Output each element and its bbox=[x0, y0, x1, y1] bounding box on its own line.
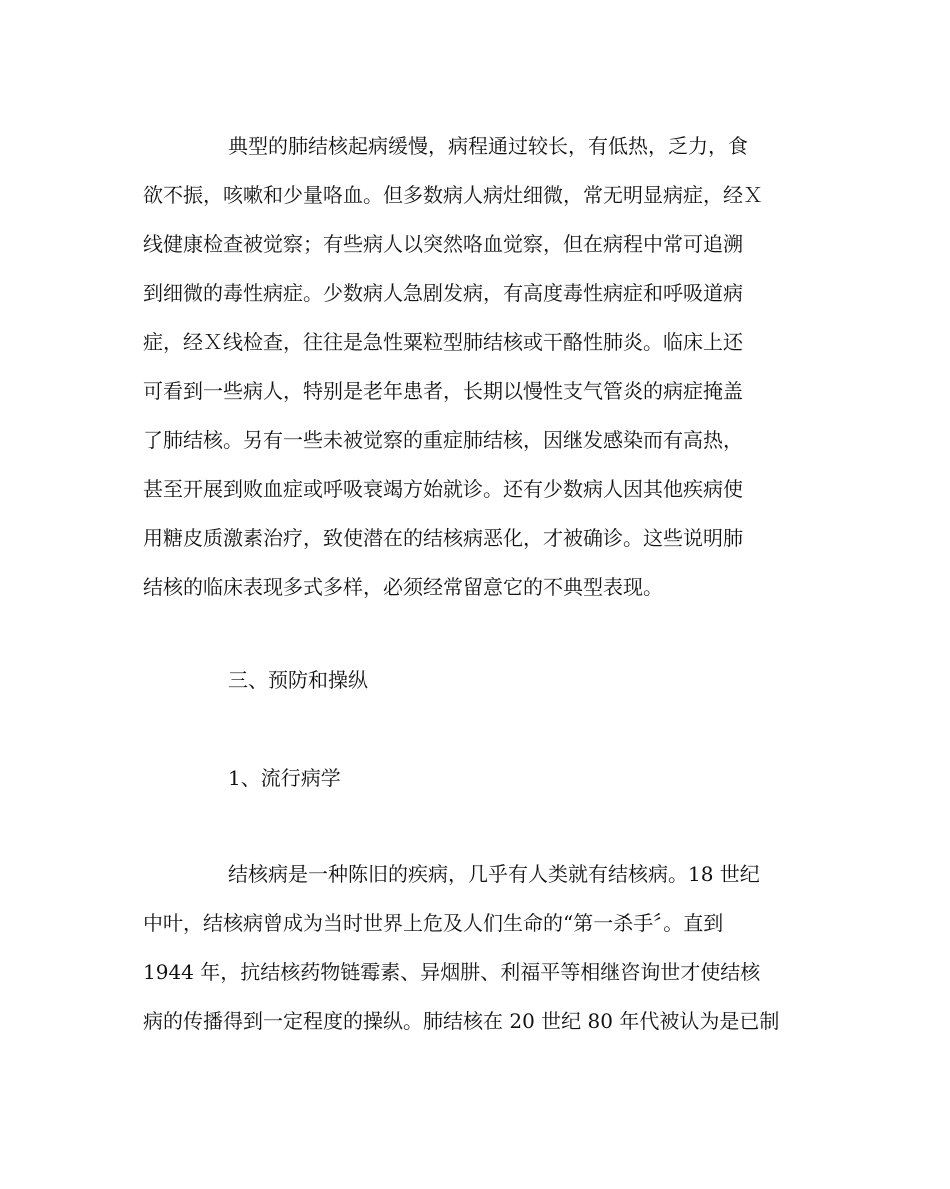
paragraph-1-line: 可看到一些病人，特别是老年患者，长期以慢性支气管炎的病症掩盖 bbox=[143, 379, 743, 403]
paragraph-2-line: 中叶，结核病曾成为当时世界上危及人们生命的“第一杀手〞。直到 bbox=[143, 911, 724, 935]
paragraph-1-line: 症，经Ｘ线检查，往往是急性粟粒型肺结核或干酪性肺炎。临床上还 bbox=[143, 330, 743, 354]
paragraph-1-line: 典型的肺结核起病缓慢，病程通过较长，有低热，乏力，食 bbox=[228, 134, 748, 158]
subsection-heading: 1、流行病学 bbox=[228, 766, 341, 790]
paragraph-1-line: 用糖皮质激素治疗，致使潜在的结核病恶化，才被确诊。这些说明肺 bbox=[143, 526, 743, 550]
paragraph-1-line: 了肺结核。另有一些未被觉察的重症肺结核，因继发感染而有高热， bbox=[143, 428, 743, 452]
paragraph-1-line: 甚至开展到败血症或呼吸衰竭方始就诊。还有少数病人因其他疾病使 bbox=[143, 477, 743, 501]
paragraph-2-line: 结核病是一种陈旧的疾病，几乎有人类就有结核病。18 世纪 bbox=[228, 862, 760, 886]
paragraph-2-line: 病的传播得到一定程度的操纵。肺结核在 20 世纪 80 年代被认为是已制 bbox=[143, 1009, 780, 1033]
paragraph-1-line: 到细微的毒性病症。少数病人急剧发病，有高度毒性病症和呼吸道病 bbox=[143, 281, 743, 305]
section-heading: 三、预防和操纵 bbox=[228, 668, 368, 692]
paragraph-1-line: 结核的临床表现多式多样，必须经常留意它的不典型表现。 bbox=[143, 575, 663, 599]
paragraph-2-line: 1944 年，抗结核药物链霉素、异烟肼、利福平等相继咨询世才使结核 bbox=[143, 960, 761, 984]
paragraph-1-line: 线健康检查被觉察；有些病人以突然咯血觉察，但在病程中常可追溯 bbox=[143, 232, 743, 256]
paragraph-1-line: 欲不振，咳嗽和少量咯血。但多数病人病灶细微，常无明显病症，经Ｘ bbox=[143, 183, 763, 207]
